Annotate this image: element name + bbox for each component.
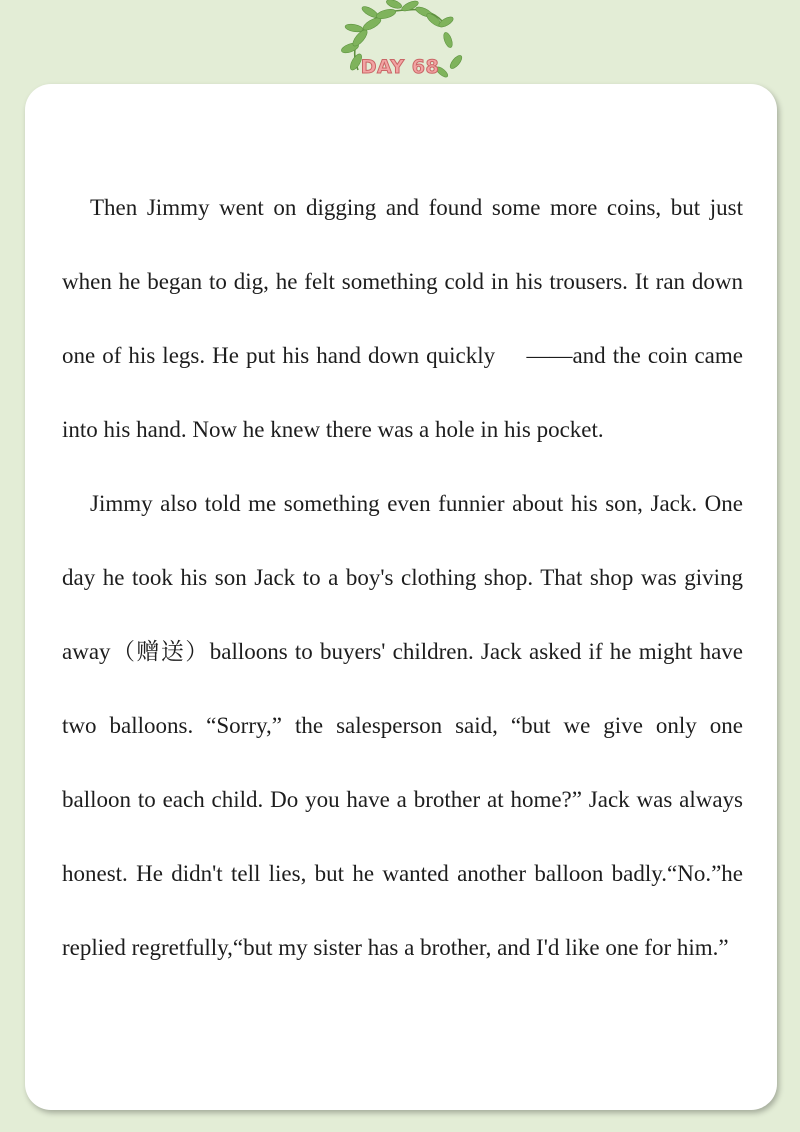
content-card	[25, 84, 777, 1110]
paragraph-2: Jimmy also told me something even funnier about his son, Jack. One day he took his son Jack to a boy's clothing shop. That shop was giving away（赠送）balloons to buyers' children. Jack asked if he might have two balloons. “Sorry,” the salesperson said, “but we give only one balloon to each child. Do you have a brother at home?” Jack was always honest. He didn't tell lies, but he wanted another balloon badly.“No.”he replied regretfully,“but my sister has a brother, and I'd like one for him.”	[62, 491, 743, 960]
day-badge	[330, 0, 470, 90]
paragraph-1: Then Jimmy went on digging and found some more coins, but just when he began to dig, he felt something cold in his trousers. It ran down one of his legs. He put his hand down quickly ——and the coin came into his hand. Now he knew there was a hole in his pocket.	[62, 195, 743, 442]
day-label: DAY 68	[360, 56, 440, 78]
